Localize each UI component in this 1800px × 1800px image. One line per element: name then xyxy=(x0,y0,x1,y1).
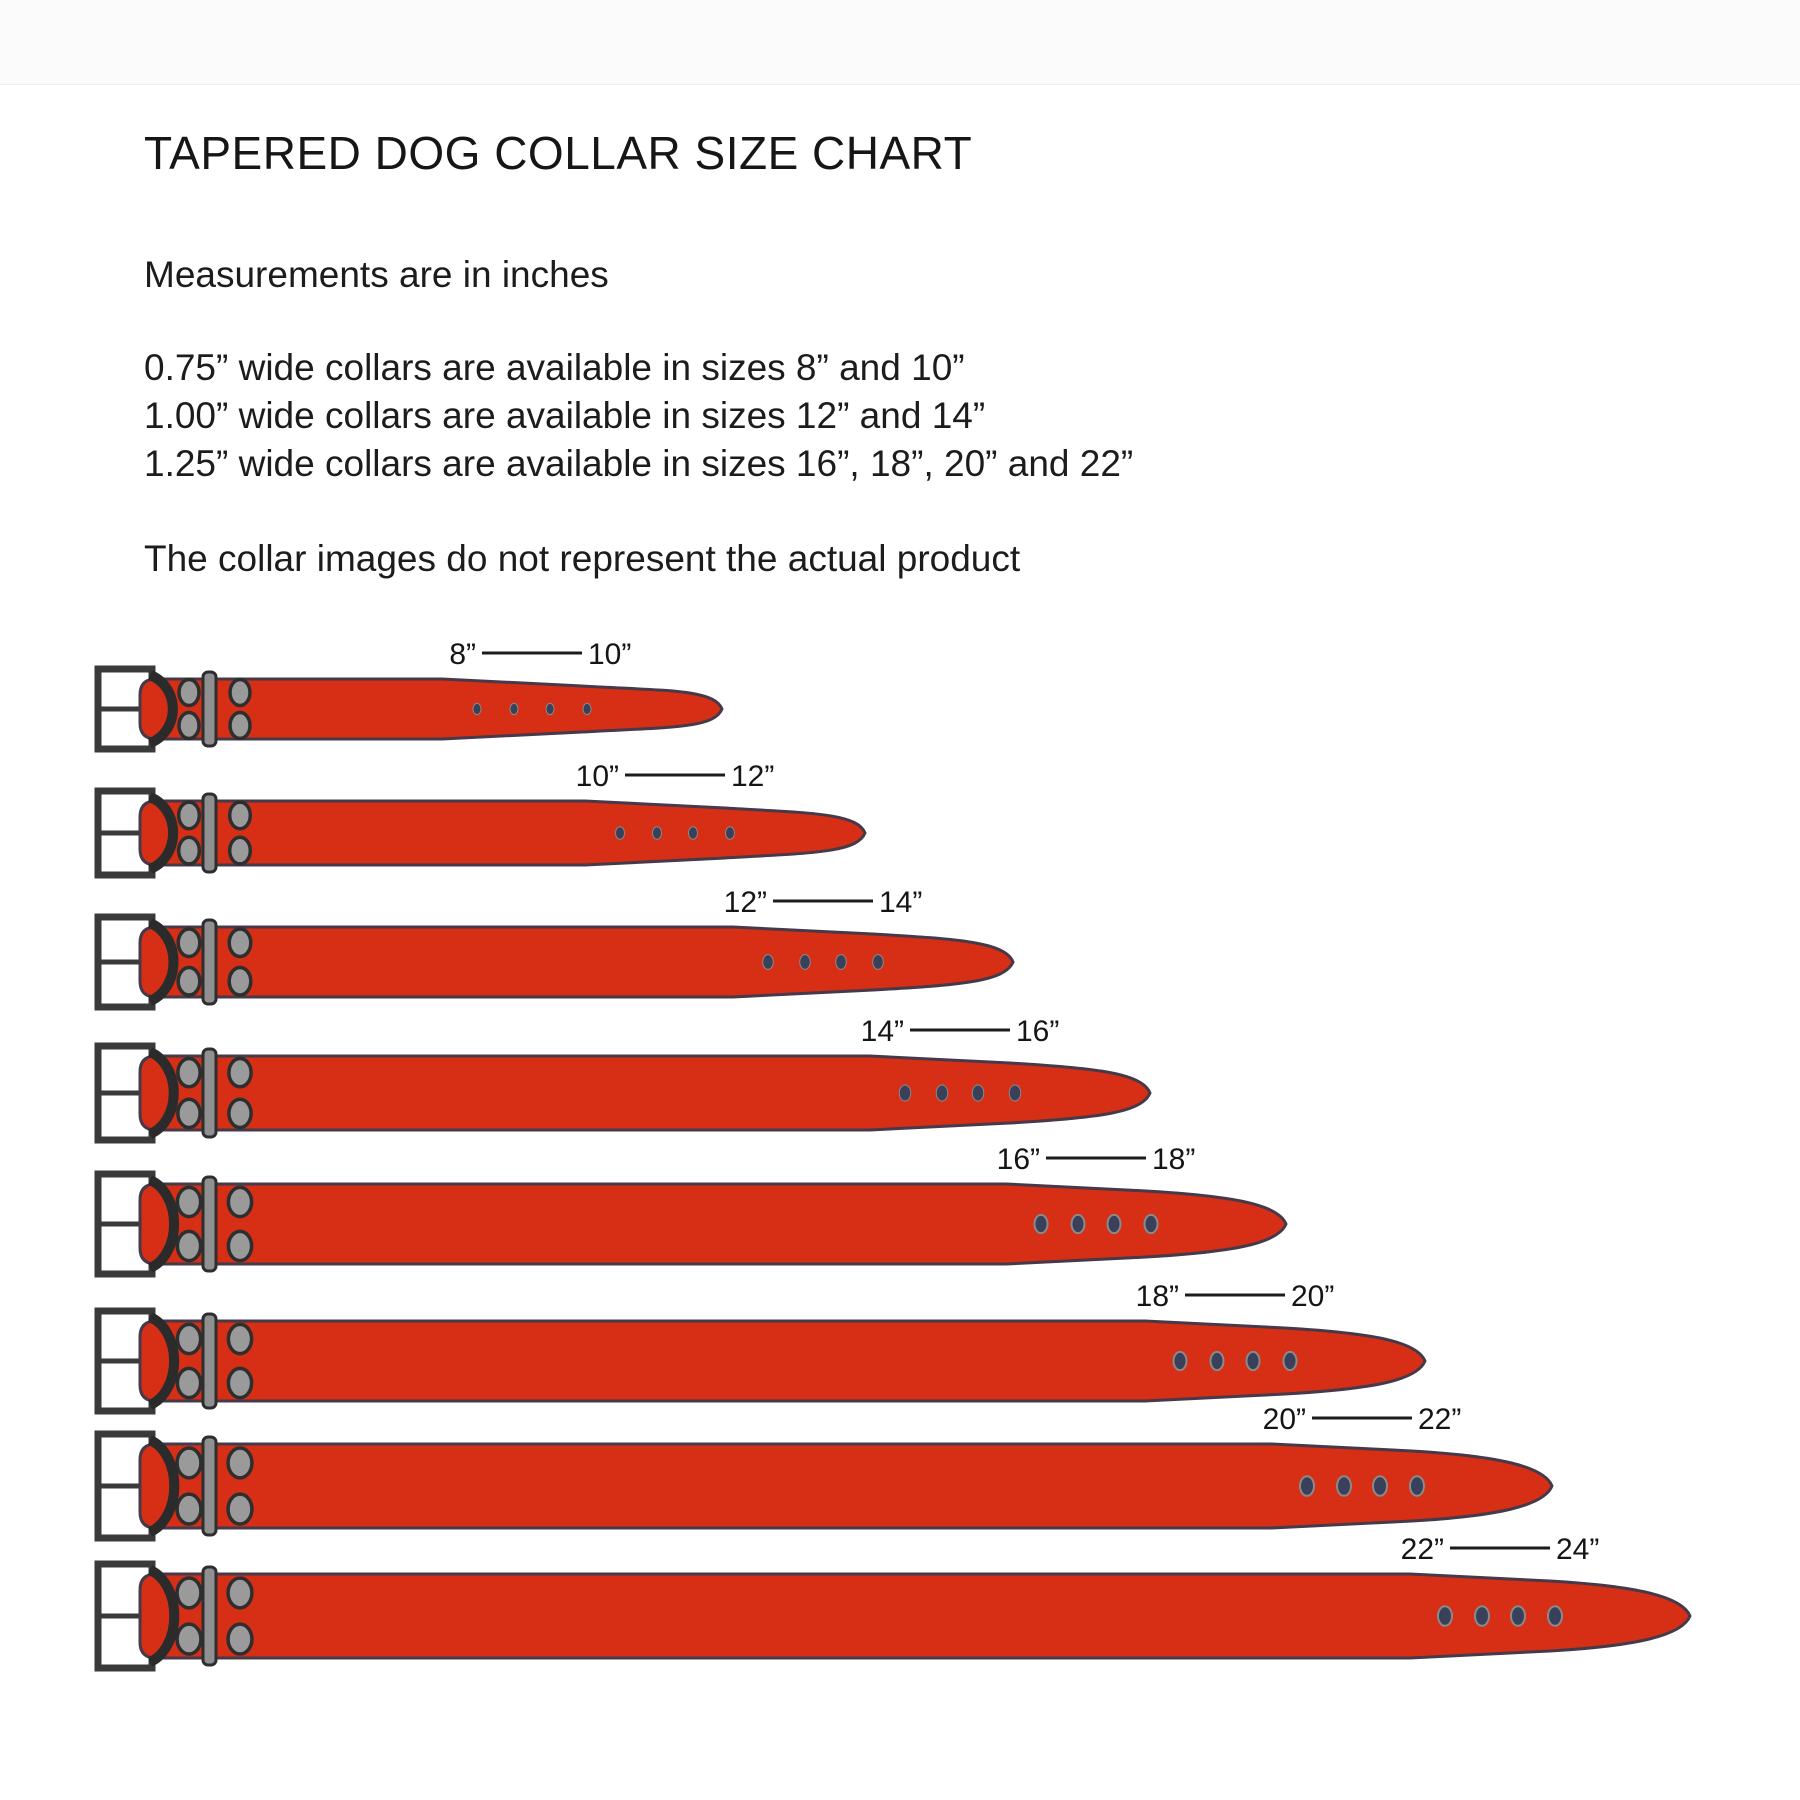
collar-hole-icon xyxy=(1438,1606,1452,1626)
collar-strap xyxy=(140,679,722,739)
collar-hole-icon xyxy=(1247,1352,1260,1370)
rivet-icon xyxy=(230,680,250,706)
availability-line-075: 0.75” wide collars are available in sizes 8” and 10” xyxy=(144,347,965,388)
collar-hole-icon xyxy=(1548,1606,1562,1626)
collar-hole-icon xyxy=(800,955,811,970)
page-title: TAPERED DOG COLLAR SIZE CHART xyxy=(144,127,973,179)
availability-line-100: 1.00” wide collars are available in sizes 12” and 14” xyxy=(144,395,986,436)
size-label-left: 8” xyxy=(449,638,476,671)
size-label-right: 10” xyxy=(588,638,632,671)
rivet-icon xyxy=(228,1448,252,1478)
rivet-icon xyxy=(230,802,251,829)
collar-strap xyxy=(140,1321,1425,1401)
keeper-bar-icon xyxy=(203,1437,216,1535)
keeper-bar-icon xyxy=(203,1177,216,1271)
collar-hole-icon xyxy=(1108,1215,1121,1233)
rivet-icon xyxy=(177,1368,200,1397)
rivet-icon xyxy=(178,929,200,957)
size-label-left: 12” xyxy=(723,886,767,919)
size-label-right: 16” xyxy=(1016,1015,1060,1048)
collar-hole-icon xyxy=(726,827,735,840)
collar-hole-icon xyxy=(689,827,698,840)
size-label-right: 12” xyxy=(731,760,775,793)
rivet-icon xyxy=(178,967,200,995)
measurement-note: Measurements are in inches xyxy=(144,254,609,295)
keeper-bar-icon xyxy=(203,920,216,1004)
rivet-icon xyxy=(179,713,199,739)
collar-hole-icon xyxy=(510,703,518,714)
collar-hole-icon xyxy=(899,1085,911,1101)
collar-hole-icon xyxy=(1511,1606,1525,1626)
collar-hole-icon xyxy=(1284,1352,1297,1370)
collar-hole-icon xyxy=(616,827,625,840)
disclaimer-note: The collar images do not represent the actual product xyxy=(144,538,1021,579)
collar-hole-icon xyxy=(1009,1085,1021,1101)
collar-hole-icon xyxy=(1211,1352,1224,1370)
size-label-right: 24” xyxy=(1556,1533,1600,1566)
collar-hole-icon xyxy=(936,1085,948,1101)
rivet-icon xyxy=(177,1324,200,1353)
size-label-left: 18” xyxy=(1135,1280,1179,1313)
rivet-icon xyxy=(230,713,250,739)
rivet-icon xyxy=(229,1059,251,1087)
collar-row-12”-to-14” xyxy=(96,886,1013,1007)
size-label-left: 22” xyxy=(1400,1533,1444,1566)
collar-hole-icon xyxy=(1035,1215,1048,1233)
size-label-left: 10” xyxy=(575,760,619,793)
size-label-right: 20” xyxy=(1291,1280,1335,1313)
keeper-bar-icon xyxy=(203,1567,216,1665)
collar-hole-icon xyxy=(1410,1476,1424,1496)
size-label-left: 20” xyxy=(1262,1403,1306,1436)
collar-row-10”-to-12” xyxy=(96,760,865,875)
keeper-bar-icon xyxy=(203,1314,216,1408)
collar-row-22”-to-24” xyxy=(96,1533,1690,1668)
rivet-icon xyxy=(179,680,199,706)
rivet-icon xyxy=(229,1099,251,1127)
rivet-icon xyxy=(177,1231,200,1260)
size-label-right: 18” xyxy=(1152,1143,1196,1176)
collar-hole-icon xyxy=(546,703,554,714)
collar-hole-icon xyxy=(1072,1215,1085,1233)
collar-hole-icon xyxy=(583,703,591,714)
rivet-icon xyxy=(228,1324,251,1353)
size-label-left: 14” xyxy=(860,1015,904,1048)
collar-hole-icon xyxy=(972,1085,984,1101)
size-label-right: 14” xyxy=(879,886,923,919)
rivet-icon xyxy=(228,1494,252,1524)
size-label-left: 16” xyxy=(996,1143,1040,1176)
rivet-icon xyxy=(229,967,251,995)
collar-row-16”-to-18” xyxy=(96,1143,1286,1274)
rivet-icon xyxy=(228,1231,251,1260)
collar-row-18”-to-20” xyxy=(96,1280,1425,1411)
rivet-icon xyxy=(229,929,251,957)
rivet-icon xyxy=(177,1448,201,1478)
rivet-icon xyxy=(177,1624,201,1654)
collar-hole-icon xyxy=(473,703,481,714)
rivet-icon xyxy=(179,802,200,829)
collar-hole-icon xyxy=(1337,1476,1351,1496)
rivet-icon xyxy=(228,1578,252,1608)
keeper-bar-icon xyxy=(203,794,216,872)
collar-row-8”-to-10” xyxy=(96,638,722,749)
rivet-icon xyxy=(228,1624,252,1654)
rivet-icon xyxy=(228,1368,251,1397)
rivet-icon xyxy=(228,1187,251,1216)
keeper-bar-icon xyxy=(203,672,216,746)
collar-hole-icon xyxy=(653,827,662,840)
collar-hole-icon xyxy=(1174,1352,1187,1370)
collar-row-20”-to-22” xyxy=(96,1403,1552,1538)
availability-line-125: 1.25” wide collars are available in sizes 16”, 18”, 20” and 22” xyxy=(144,443,1134,484)
keeper-bar-icon xyxy=(203,1049,216,1137)
rivet-icon xyxy=(177,1494,201,1524)
collar-hole-icon xyxy=(1300,1476,1314,1496)
rivet-icon xyxy=(178,1099,200,1127)
rivet-icon xyxy=(230,837,251,864)
collar-hole-icon xyxy=(1373,1476,1387,1496)
collar-hole-icon xyxy=(1475,1606,1489,1626)
size-label-right: 22” xyxy=(1418,1403,1462,1436)
rivet-icon xyxy=(177,1187,200,1216)
rivet-icon xyxy=(179,837,200,864)
collar-hole-icon xyxy=(836,955,847,970)
collar-hole-icon xyxy=(1145,1215,1158,1233)
collar-hole-icon xyxy=(873,955,884,970)
rivet-icon xyxy=(178,1059,200,1087)
collar-hole-icon xyxy=(763,955,774,970)
collar-row-14”-to-16” xyxy=(96,1015,1150,1140)
collar-strap xyxy=(140,1056,1150,1130)
rivet-icon xyxy=(177,1578,201,1608)
collar-strap xyxy=(140,1574,1690,1658)
